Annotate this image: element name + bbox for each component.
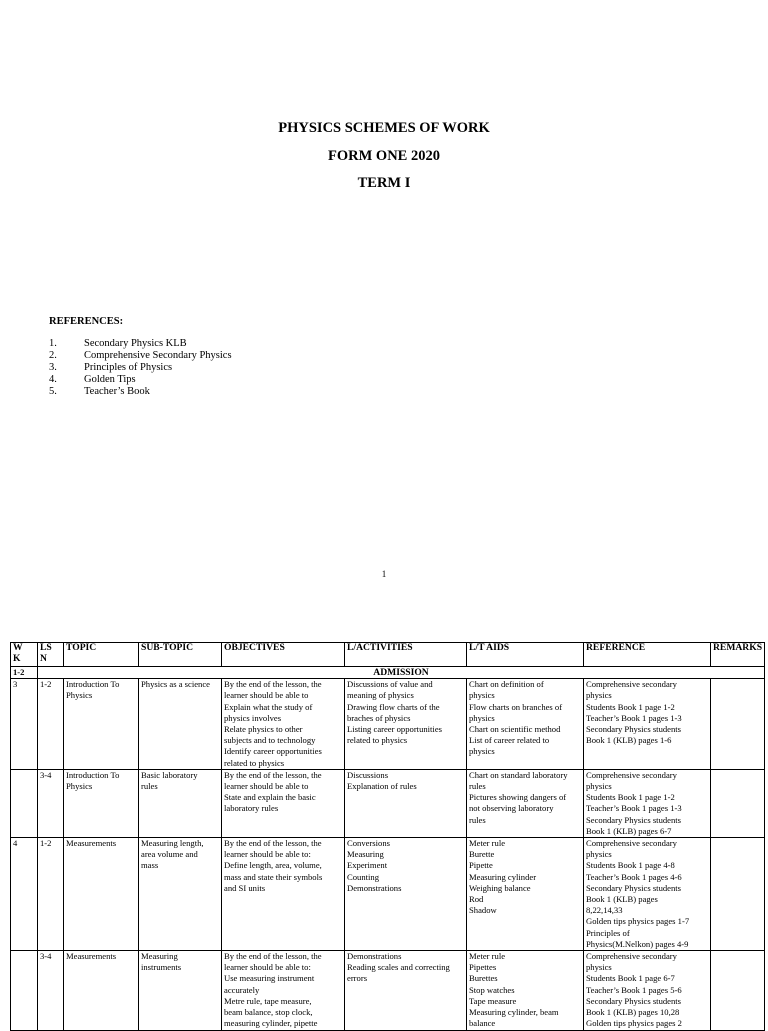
cell-line: Define length, area, volume, — [224, 860, 322, 871]
cell-line: Introduction To — [66, 679, 120, 690]
cell-line: By the end of the lesson, the — [224, 951, 322, 962]
cell-line: not observing laboratory — [469, 803, 554, 814]
cell-line: Rod — [469, 894, 484, 905]
cell-line: Principles of — [586, 927, 630, 938]
cell-line: mass — [141, 860, 159, 871]
header-reference: REFERENCE — [584, 643, 711, 667]
cell-line: Shadow — [469, 905, 497, 916]
cell-teaching-aids — [467, 838, 584, 951]
cell-reference — [584, 951, 711, 1030]
cell-line: Students Book 1 page 1-2 — [586, 701, 675, 712]
cell-line: Basic laboratory — [141, 769, 198, 780]
table-row — [11, 838, 765, 951]
cell-line: Relate physics to other — [224, 724, 303, 735]
cell-line: Tape measure — [469, 995, 517, 1006]
reference-number: 3. — [49, 362, 57, 373]
cell-line: Comprehensive secondary — [586, 951, 677, 962]
cell-activities — [345, 679, 467, 770]
cell-line: Pipettes — [469, 962, 497, 973]
cell-line: Golden tips physics pages 2 — [586, 1018, 682, 1029]
references-section — [49, 316, 232, 398]
cell-activities — [345, 769, 467, 837]
references-heading: REFERENCES: — [49, 316, 124, 327]
title-line-2: FORM ONE 2020 — [328, 147, 440, 164]
cell-lesson: 1-2 — [38, 679, 64, 770]
cell-remarks — [711, 951, 765, 1030]
header-subtopic: SUB-TOPIC — [139, 643, 222, 667]
cell-line: learner should be able to — [224, 781, 309, 792]
cell-line: Teacher’s Book 1 pages 1-3 — [586, 712, 682, 723]
cell-line: Teacher’s Book 1 pages 1-3 — [586, 803, 682, 814]
reference-item — [49, 374, 232, 386]
cell-line: By the end of the lesson, the — [224, 769, 322, 780]
cell-line: physics — [469, 690, 495, 701]
cell-line: subjects and to technology — [224, 735, 316, 746]
cell-line: Physics as a science — [141, 679, 210, 690]
reference-number: 5. — [49, 386, 57, 397]
cell-line: physics — [469, 746, 495, 757]
document-title — [0, 118, 768, 201]
reference-item — [49, 338, 232, 350]
reference-item — [49, 350, 232, 362]
reference-text: Teacher’s Book — [84, 386, 150, 397]
cell-topic — [64, 838, 139, 951]
cell-line: balance — [469, 1018, 496, 1029]
cell-line: Measuring cylinder, beam — [469, 1007, 559, 1018]
cell-line: Book 1 (KLB) pages 1-6 — [586, 735, 672, 746]
cell-line: Physics(M.Nelkon) pages 4-9 — [586, 938, 689, 949]
cell-line: Reading scales and correcting — [347, 962, 450, 973]
table-row — [11, 951, 765, 1030]
cell-line: Meter rule — [469, 951, 506, 962]
cell-line: Measuring cylinder — [469, 871, 537, 882]
cell-objectives — [222, 769, 345, 837]
reference-text: Comprehensive Secondary Physics — [84, 350, 232, 361]
cell-line: Flow charts on branches of — [469, 701, 563, 712]
cell-line: physics — [469, 712, 495, 723]
cell-week — [11, 769, 38, 837]
header-wk: W K — [11, 643, 38, 667]
cell-line: learner should be able to: — [224, 962, 311, 973]
reference-text: Principles of Physics — [84, 362, 173, 373]
cell-reference — [584, 838, 711, 951]
cell-line: Metre rule, tape measure, — [224, 995, 312, 1006]
title-line-3: TERM I — [357, 175, 411, 191]
references-list — [49, 338, 232, 398]
admission-label: ADMISSION — [38, 667, 765, 679]
cell-line: Book 1 (KLB) pages — [586, 894, 658, 905]
cell-line: Teacher’s Book 1 pages 4-6 — [586, 871, 682, 882]
cell-reference — [584, 679, 711, 770]
header-activities: L/ACTIVITIES — [345, 643, 467, 667]
admission-row — [11, 667, 765, 679]
table-body — [11, 667, 765, 1031]
cell-line: Secondary Physics students — [586, 814, 682, 825]
cell-line: area volume and — [141, 849, 198, 860]
reference-item — [49, 362, 232, 374]
reference-item — [49, 386, 232, 398]
cell-lesson: 3-4 — [38, 951, 64, 1030]
cell-line: errors — [347, 973, 368, 984]
cell-line: learner should be able to — [224, 690, 309, 701]
table-row — [11, 679, 765, 770]
cell-line: Chart on standard laboratory — [469, 769, 568, 780]
header-lsn: LS N — [38, 643, 64, 667]
cell-remarks — [711, 679, 765, 770]
cell-line: Conversions — [347, 838, 390, 849]
cell-line: Drawing flow charts of the — [347, 701, 440, 712]
cell-line: Discussions of value and — [347, 679, 433, 690]
cell-line: Golden tips physics pages 1-7 — [586, 916, 690, 927]
table-row — [11, 769, 765, 837]
cell-line: rules — [141, 781, 158, 792]
cell-line: related to physics — [224, 757, 285, 768]
cell-line: Book 1 (KLB) pages 10,28 — [586, 1007, 680, 1018]
cell-subtopic — [139, 679, 222, 770]
cell-line: Teacher’s Book 1 pages 5-6 — [586, 984, 682, 995]
table-header-row — [11, 643, 765, 667]
cell-line: Use measuring instrument — [224, 973, 315, 984]
cell-line: Students Book 1 page 6-7 — [586, 973, 675, 984]
cell-reference — [584, 769, 711, 837]
cell-line: List of career related to — [469, 735, 550, 746]
cell-line: Meter rule — [469, 838, 506, 849]
cell-subtopic — [139, 838, 222, 951]
scheme-of-work-table — [10, 642, 765, 1031]
cell-line: accurately — [224, 984, 260, 995]
reference-text: Secondary Physics KLB — [84, 338, 187, 349]
cell-line: Weighing balance — [469, 882, 531, 893]
cell-line: and SI units — [224, 882, 266, 893]
cell-line: Burette — [469, 849, 495, 860]
cell-line: 8,22,14,33 — [586, 905, 623, 916]
reference-number: 2. — [49, 350, 57, 361]
cell-topic — [64, 679, 139, 770]
cell-line: Comprehensive secondary — [586, 838, 677, 849]
cell-line: physics — [586, 781, 612, 792]
cell-line: Stop watches — [469, 984, 515, 995]
cell-line: Chart on scientific method — [469, 724, 561, 735]
cell-line: related to physics — [347, 735, 408, 746]
cell-line: rules — [469, 781, 486, 792]
cell-line: physics involves — [224, 712, 282, 723]
cell-line: Students Book 1 page 4-8 — [586, 860, 675, 871]
cell-lesson: 1-2 — [38, 838, 64, 951]
cell-line: rules — [469, 814, 486, 825]
cell-line: Demonstrations — [347, 951, 402, 962]
admission-week: 1-2 — [11, 667, 38, 679]
cell-line: Chart on definition of — [469, 679, 544, 690]
cell-objectives — [222, 951, 345, 1030]
cell-line: braches of physics — [347, 712, 411, 723]
cell-activities — [345, 838, 467, 951]
header-objectives: OBJECTIVES — [222, 643, 345, 667]
cell-line: Listing career opportunities — [347, 724, 442, 735]
cell-line: measuring cylinder, pipette — [224, 1018, 318, 1029]
cell-subtopic — [139, 769, 222, 837]
cell-line: Counting — [347, 871, 379, 882]
cell-line: Measuring — [141, 951, 178, 962]
cell-line: Measuring — [347, 849, 384, 860]
header-aids: L/T AIDS — [467, 643, 584, 667]
cell-remarks — [711, 838, 765, 951]
cell-line: instruments — [141, 962, 182, 973]
cell-line: mass and state their symbols — [224, 871, 323, 882]
cell-teaching-aids — [467, 769, 584, 837]
cell-line: Introduction To — [66, 769, 120, 780]
cell-line: learner should be able to: — [224, 849, 311, 860]
cell-line: Explanation of rules — [347, 781, 417, 792]
cell-week: 3 — [11, 679, 38, 770]
cell-line: Pictures showing dangers of — [469, 792, 567, 803]
cell-lesson: 3-4 — [38, 769, 64, 837]
cell-line: Measuring length, — [141, 838, 204, 849]
cell-line: Discussions — [347, 769, 389, 780]
cell-objectives — [222, 679, 345, 770]
cell-teaching-aids — [467, 679, 584, 770]
cell-topic — [64, 769, 139, 837]
cell-line: physics — [586, 690, 612, 701]
title-line-1: PHYSICS SCHEMES OF WORK — [278, 120, 490, 136]
header-remarks: REMARKS — [711, 643, 765, 667]
cell-line: Students Book 1 page 1-2 — [586, 792, 675, 803]
cell-line: Burettes — [469, 973, 498, 984]
cell-line: physics — [586, 962, 612, 973]
cell-line: Comprehensive secondary — [586, 679, 677, 690]
cell-line: physics — [586, 849, 612, 860]
cell-line: meaning of physics — [347, 690, 414, 701]
cell-subtopic — [139, 951, 222, 1030]
cell-line: Experiment — [347, 860, 388, 871]
cell-line: beam balance, stop clock, — [224, 1007, 313, 1018]
cell-topic — [64, 951, 139, 1030]
cell-line: By the end of the lesson, the — [224, 679, 322, 690]
cell-line: Pipette — [469, 860, 493, 871]
cell-teaching-aids — [467, 951, 584, 1030]
cell-line: Secondary Physics students — [586, 882, 682, 893]
cell-objectives — [222, 838, 345, 951]
cell-line: State and explain the basic — [224, 792, 316, 803]
cell-line: Measurements — [66, 951, 117, 962]
cell-activities — [345, 951, 467, 1030]
cell-line: laboratory rules — [224, 803, 279, 814]
cell-line: Identify career opportunities — [224, 746, 322, 757]
reference-number: 4. — [49, 374, 57, 385]
scheme-table-container — [10, 642, 765, 1031]
cell-remarks — [711, 769, 765, 837]
cell-line: By the end of the lesson, the — [224, 838, 322, 849]
cell-line: Secondary Physics students — [586, 995, 682, 1006]
cell-week: 4 — [11, 838, 38, 951]
reference-text: Golden Tips — [84, 374, 136, 385]
page-number: 1 — [381, 569, 387, 579]
cell-line: Explain what the study of — [224, 701, 313, 712]
cell-line: Secondary Physics students — [586, 724, 682, 735]
cell-line: Physics — [66, 781, 93, 792]
cell-line: Demonstrations — [347, 882, 402, 893]
cell-line: Measurements — [66, 838, 117, 849]
cell-line: Physics — [66, 690, 93, 701]
reference-number: 1. — [49, 338, 57, 349]
header-topic: TOPIC — [64, 643, 139, 667]
cell-line: Book 1 (KLB) pages 6-7 — [586, 825, 672, 836]
cell-week — [11, 951, 38, 1030]
cell-line: Comprehensive secondary — [586, 769, 677, 780]
